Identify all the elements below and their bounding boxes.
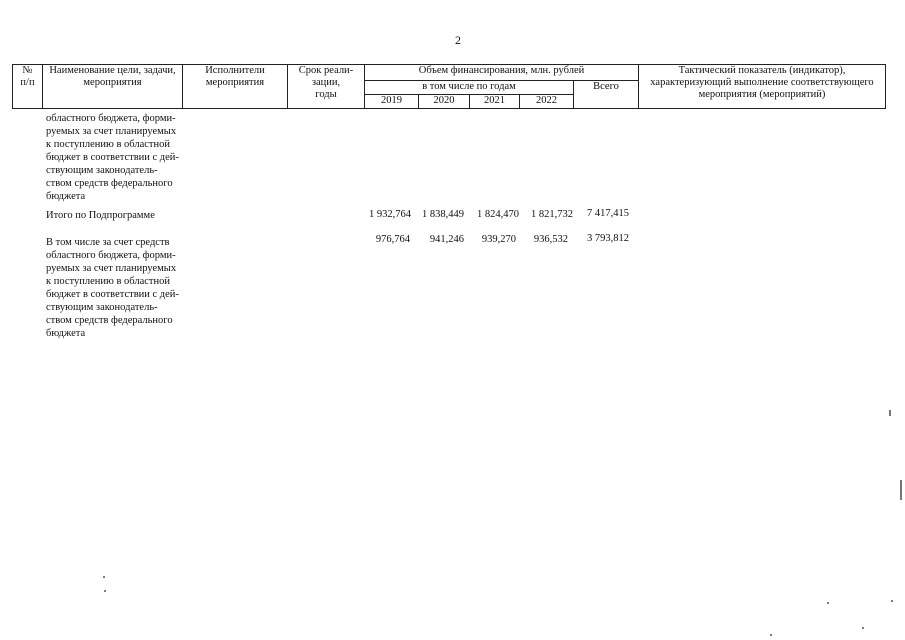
row-1-value-2019: 1 932,764 (369, 209, 411, 220)
row-0-text (46, 112, 182, 203)
header-year-2021: 2021 (470, 95, 520, 109)
row-1-text (46, 209, 182, 222)
header-name: Наименование цели, задачи, мероприятия (43, 65, 183, 109)
scan-speck (862, 627, 864, 629)
header-funding: Объем финансирования, млн. рублей (365, 65, 639, 81)
scan-speck (770, 634, 772, 636)
row-2-text (46, 236, 182, 340)
header-number: № п/п (13, 65, 43, 109)
text-line: к поступлению в областной (46, 276, 170, 287)
text-line: бюджет в соответствии с дей- (46, 152, 179, 163)
header-indicator: Тактический показатель (индикатор), характеризующий выполнение соответствующего мероприятия (мероприятий) (639, 65, 886, 109)
text-line: ством средств федерального (46, 315, 173, 326)
row-1-value-2020: 1 838,449 (422, 209, 464, 220)
header-year-2022: 2022 (520, 95, 574, 109)
text-line: В том числе за счет средств (46, 237, 170, 248)
text-line: Итого по Подпрограмме (46, 210, 155, 221)
header-total: Всего (574, 81, 639, 109)
text-line: ством средств федерального (46, 178, 173, 189)
row-2-value-2022: 936,532 (533, 234, 568, 245)
text-line: ствующим законодатель- (46, 165, 158, 176)
scan-speck (104, 590, 106, 592)
row-1-total: 7 417,415 (587, 208, 629, 219)
page-number: 2 (455, 33, 461, 47)
scan-edge (900, 480, 902, 500)
scan-edge (889, 410, 891, 416)
header-term: Срок реали- зации, годы (288, 65, 365, 109)
text-line: бюджет в соответствии с дей- (46, 289, 179, 300)
row-2-value-2020: 941,246 (429, 234, 464, 245)
text-line: руемых за счет планируемых (46, 263, 177, 274)
text-line: областного бюджета, форми- (46, 113, 176, 124)
text-line: бюджета (46, 191, 86, 202)
text-line: ствующим законодатель- (46, 302, 158, 313)
header-by-years: в том числе по годам (365, 81, 574, 95)
row-1-value-2021: 1 824,470 (477, 209, 519, 220)
header-executors: Исполнители мероприятия (183, 65, 288, 109)
row-2-value-2019: 976,764 (375, 234, 410, 245)
text-line: областного бюджета, форми- (46, 250, 176, 261)
text-line: бюджета (46, 328, 86, 339)
scan-speck (103, 576, 105, 578)
row-1-value-2022: 1 821,732 (531, 209, 573, 220)
table-header (12, 64, 886, 109)
scan-speck (891, 600, 893, 602)
header-year-2020: 2020 (419, 95, 470, 109)
header-year-2019: 2019 (365, 95, 419, 109)
text-line: руемых за счет планируемых (46, 126, 177, 137)
row-2-value-2021: 939,270 (481, 234, 516, 245)
row-2-total: 3 793,812 (587, 233, 629, 244)
scan-speck (827, 602, 829, 604)
text-line: к поступлению в областной (46, 139, 170, 150)
